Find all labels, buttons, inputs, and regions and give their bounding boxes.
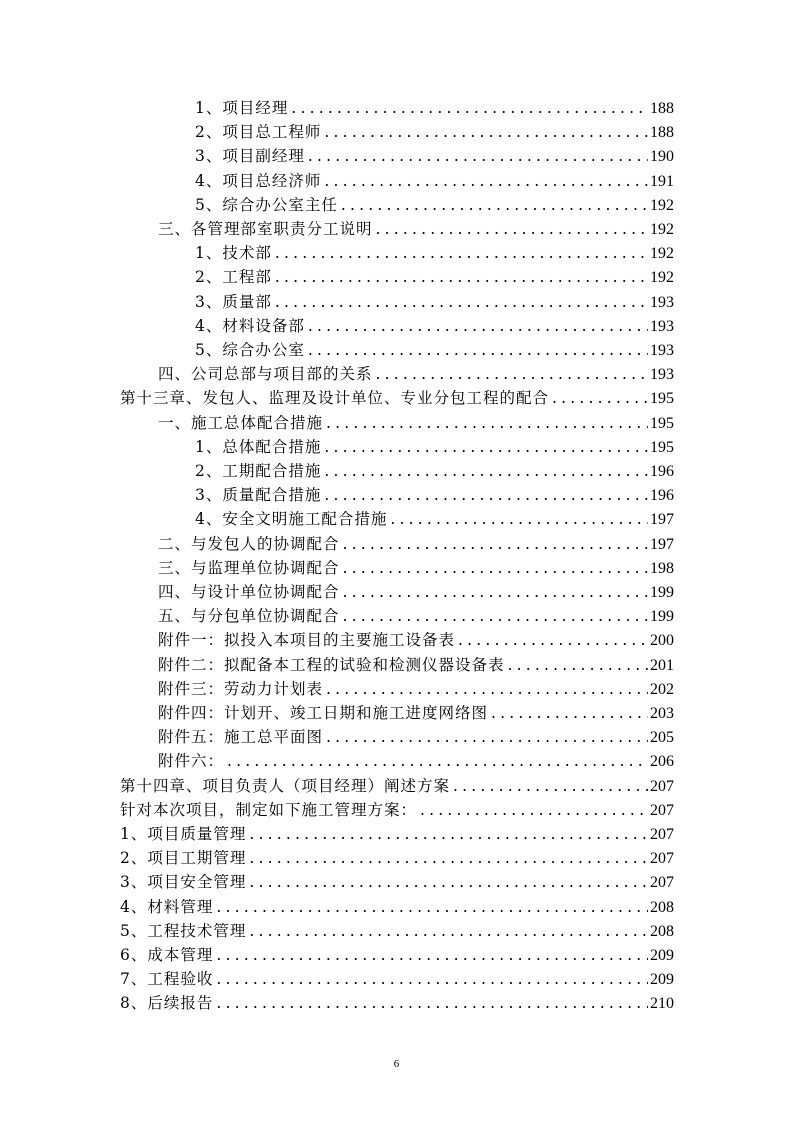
toc-entry-page-number: 199 xyxy=(650,584,674,601)
toc-entry[interactable] xyxy=(158,677,674,701)
toc-entry-title: 1、项目质量管理 xyxy=(120,825,247,843)
toc-entry[interactable] xyxy=(158,411,674,435)
toc-entry[interactable] xyxy=(158,556,674,580)
toc-dot-leader xyxy=(246,822,648,846)
toc-entry[interactable] xyxy=(120,943,674,967)
toc-dot-leader xyxy=(387,507,648,531)
toc-entry[interactable] xyxy=(158,701,674,725)
toc-entry-title: 附件一：拟投入本项目的主要施工设备表 xyxy=(158,631,456,650)
toc-entry[interactable] xyxy=(195,483,674,507)
toc-entry-page-number: 209 xyxy=(650,971,674,989)
toc-entry-title: 第十四章、项目负责人（项目经理）阐述方案 xyxy=(120,776,451,795)
toc-entry-page-number: 193 xyxy=(650,342,674,359)
toc-entry-title: 5、综合办公室主任 xyxy=(195,195,338,214)
toc-entry-title: 三、各管理部室职责分工说明 xyxy=(158,220,373,238)
toc-entry-title: 6、成本管理 xyxy=(120,946,214,964)
toc-entry[interactable] xyxy=(195,290,674,314)
toc-entry-title: 针对本次项目，制定如下施工管理方案： xyxy=(120,800,418,819)
toc-dot-leader xyxy=(213,943,648,967)
toc-dot-leader xyxy=(488,701,648,725)
toc-dot-leader xyxy=(213,895,648,919)
toc-dot-leader xyxy=(338,193,648,217)
toc-entry-page-number: 200 xyxy=(650,632,674,650)
toc-entry[interactable] xyxy=(195,338,674,362)
toc-entry[interactable] xyxy=(120,846,674,870)
toc-entry[interactable] xyxy=(120,870,674,894)
toc-entry[interactable] xyxy=(158,604,674,628)
toc-entry-page-number: 188 xyxy=(650,124,674,142)
toc-entry-page-number: 188 xyxy=(650,100,674,117)
toc-dot-leader xyxy=(321,169,648,193)
toc-entry[interactable] xyxy=(120,774,674,798)
toc-dot-leader xyxy=(224,749,648,773)
toc-entry-page-number: 198 xyxy=(650,559,674,577)
toc-entry-title: 五、与分包单位协调配合 xyxy=(158,607,340,626)
toc-dot-leader xyxy=(323,677,648,701)
toc-dot-leader xyxy=(323,411,648,435)
toc-dot-leader xyxy=(246,870,648,894)
toc-entry-page-number: 190 xyxy=(650,148,674,166)
toc-entry-title: 四、与设计单位协调配合 xyxy=(158,583,340,601)
toc-dot-leader xyxy=(321,120,648,144)
toc-entry[interactable] xyxy=(120,991,674,1015)
toc-dot-leader xyxy=(213,967,648,991)
toc-entry[interactable] xyxy=(120,919,674,943)
toc-entry[interactable] xyxy=(158,749,674,773)
toc-entry-page-number: 195 xyxy=(650,390,674,408)
toc-entry-title: 附件三：劳动力计划表 xyxy=(158,679,324,698)
toc-entry[interactable] xyxy=(195,144,674,168)
toc-dot-leader xyxy=(246,919,648,943)
toc-entry[interactable] xyxy=(158,653,674,677)
toc-entry-page-number: 203 xyxy=(650,705,674,722)
toc-entry-page-number: 193 xyxy=(650,317,674,335)
toc-entry-page-number: 196 xyxy=(650,463,674,480)
toc-dot-leader xyxy=(305,338,648,362)
toc-entry[interactable] xyxy=(120,895,674,919)
toc-entry-page-number: 202 xyxy=(650,680,674,698)
toc-entry-page-number: 208 xyxy=(650,898,674,916)
toc-dot-leader xyxy=(417,798,648,822)
toc-entry-title: 5、工程技术管理 xyxy=(120,921,247,940)
toc-entry-title: 附件四：计划开、竣工日期和施工进度网络图 xyxy=(158,704,489,722)
toc-entry-title: 第十三章、发包人、监理及设计单位、专业分包工程的配合 xyxy=(120,389,550,408)
toc-entry-page-number: 192 xyxy=(650,245,674,263)
toc-entry[interactable] xyxy=(195,169,674,193)
toc-entry-page-number: 208 xyxy=(650,922,674,940)
toc-dot-leader xyxy=(246,846,648,870)
toc-entry-title: 4、项目总经济师 xyxy=(195,171,322,190)
toc-dot-leader xyxy=(450,774,648,798)
toc-entry-title: 1、总体配合措施 xyxy=(195,437,322,456)
toc-dot-leader xyxy=(305,144,648,168)
toc-entry-page-number: 192 xyxy=(650,269,674,287)
toc-entry-title: 1、项目经理 xyxy=(195,99,289,117)
toc-entry-page-number: 207 xyxy=(650,874,674,892)
toc-dot-leader xyxy=(272,290,648,314)
toc-entry[interactable] xyxy=(158,725,674,749)
toc-entry-title: 四、公司总部与项目部的关系 xyxy=(158,365,373,384)
toc-dot-leader xyxy=(505,653,648,677)
toc-dot-leader xyxy=(455,628,648,652)
toc-dot-leader xyxy=(321,435,648,459)
toc-entry-page-number: 196 xyxy=(650,487,674,505)
toc-entry-page-number: 207 xyxy=(650,826,674,843)
toc-entry[interactable] xyxy=(158,628,674,652)
toc-dot-leader xyxy=(272,241,648,265)
toc-entry-title: 一、施工总体配合措施 xyxy=(158,413,324,432)
toc-entry-title: 8、后续报告 xyxy=(120,994,214,1013)
toc-entry-page-number: 192 xyxy=(650,221,674,238)
toc-entry[interactable] xyxy=(120,386,674,410)
toc-entry-title: 3、项目副经理 xyxy=(195,147,305,166)
toc-entry[interactable] xyxy=(158,532,674,556)
toc-entry-page-number: 191 xyxy=(650,172,674,190)
toc-entry-title: 5、综合办公室 xyxy=(195,341,305,359)
toc-entry[interactable] xyxy=(195,507,674,531)
toc-entry[interactable] xyxy=(195,265,674,289)
toc-entry[interactable] xyxy=(120,798,674,822)
toc-dot-leader xyxy=(305,314,648,338)
toc-dot-leader xyxy=(340,580,648,604)
toc-entry-page-number: 209 xyxy=(650,947,674,964)
toc-entry[interactable] xyxy=(195,435,674,459)
toc-dot-leader xyxy=(323,725,648,749)
toc-entry-title: 4、材料设备部 xyxy=(195,316,305,335)
toc-entry-title: 3、质量配合措施 xyxy=(195,486,322,505)
toc-entry[interactable] xyxy=(158,217,674,241)
toc-entry-page-number: 197 xyxy=(650,535,674,553)
toc-entry-title: 2、工程部 xyxy=(195,268,272,287)
toc-entry-title: 三、与监理单位协调配合 xyxy=(158,558,340,577)
toc-entry[interactable] xyxy=(195,241,674,265)
toc-entry-page-number: 193 xyxy=(650,366,674,384)
toc-dot-leader xyxy=(373,362,648,386)
toc-dot-leader xyxy=(213,991,648,1015)
toc-entry-title: 7、工程验收 xyxy=(120,970,214,989)
toc-dot-leader xyxy=(272,265,648,289)
toc-entry-page-number: 192 xyxy=(650,196,674,214)
toc-entry-page-number: 210 xyxy=(650,995,674,1013)
toc-entry[interactable] xyxy=(195,314,674,338)
toc-entry-page-number: 195 xyxy=(650,414,674,432)
toc-dot-leader xyxy=(373,217,648,241)
page-number: 6 xyxy=(393,1058,400,1070)
toc-entry[interactable] xyxy=(158,362,674,386)
toc-entry-page-number: 206 xyxy=(650,753,674,771)
toc-entry-title: 附件六： xyxy=(158,752,225,771)
toc-entry-page-number: 205 xyxy=(650,729,674,747)
toc-entry-page-number: 197 xyxy=(650,511,674,529)
toc-entry-title: 3、质量部 xyxy=(195,292,272,311)
toc-entry-page-number: 195 xyxy=(650,438,674,456)
toc-entry-page-number: 193 xyxy=(650,293,674,311)
toc-entry-title: 3、项目安全管理 xyxy=(120,873,247,892)
toc-entry[interactable] xyxy=(195,459,674,483)
toc-entry[interactable] xyxy=(195,96,674,120)
toc-entry[interactable] xyxy=(120,822,674,846)
toc-entry-title: 1、技术部 xyxy=(195,244,272,263)
toc-dot-leader xyxy=(340,532,648,556)
toc-entry-page-number: 207 xyxy=(650,801,674,819)
toc-entry-title: 2、项目工期管理 xyxy=(120,849,247,868)
toc-dot-leader xyxy=(340,556,648,580)
toc-entry-page-number: 207 xyxy=(650,850,674,868)
toc-entry-title: 二、与发包人的协调配合 xyxy=(158,534,340,553)
toc-dot-leader xyxy=(321,459,648,483)
toc-entry[interactable] xyxy=(195,193,674,217)
toc-entry-page-number: 201 xyxy=(650,656,674,674)
toc-entry[interactable] xyxy=(195,120,674,144)
toc-entry-title: 4、安全文明施工配合措施 xyxy=(195,510,388,529)
toc-entry-page-number: 199 xyxy=(650,608,674,626)
toc-entry-page-number: 207 xyxy=(650,777,674,795)
toc-dot-leader xyxy=(549,386,648,410)
toc-entry-title: 附件二：拟配备本工程的试验和检测仪器设备表 xyxy=(158,655,505,674)
toc-entry[interactable] xyxy=(120,967,674,991)
toc-entry-title: 附件五：施工总平面图 xyxy=(158,728,324,747)
toc-dot-leader xyxy=(321,483,648,507)
toc-entry-title: 2、工期配合措施 xyxy=(195,462,322,480)
toc-entry-title: 4、材料管理 xyxy=(120,897,214,916)
toc-entry[interactable] xyxy=(158,580,674,604)
toc-dot-leader xyxy=(340,604,648,628)
toc-entry-title: 2、项目总工程师 xyxy=(195,123,322,142)
toc-dot-leader xyxy=(288,96,648,120)
